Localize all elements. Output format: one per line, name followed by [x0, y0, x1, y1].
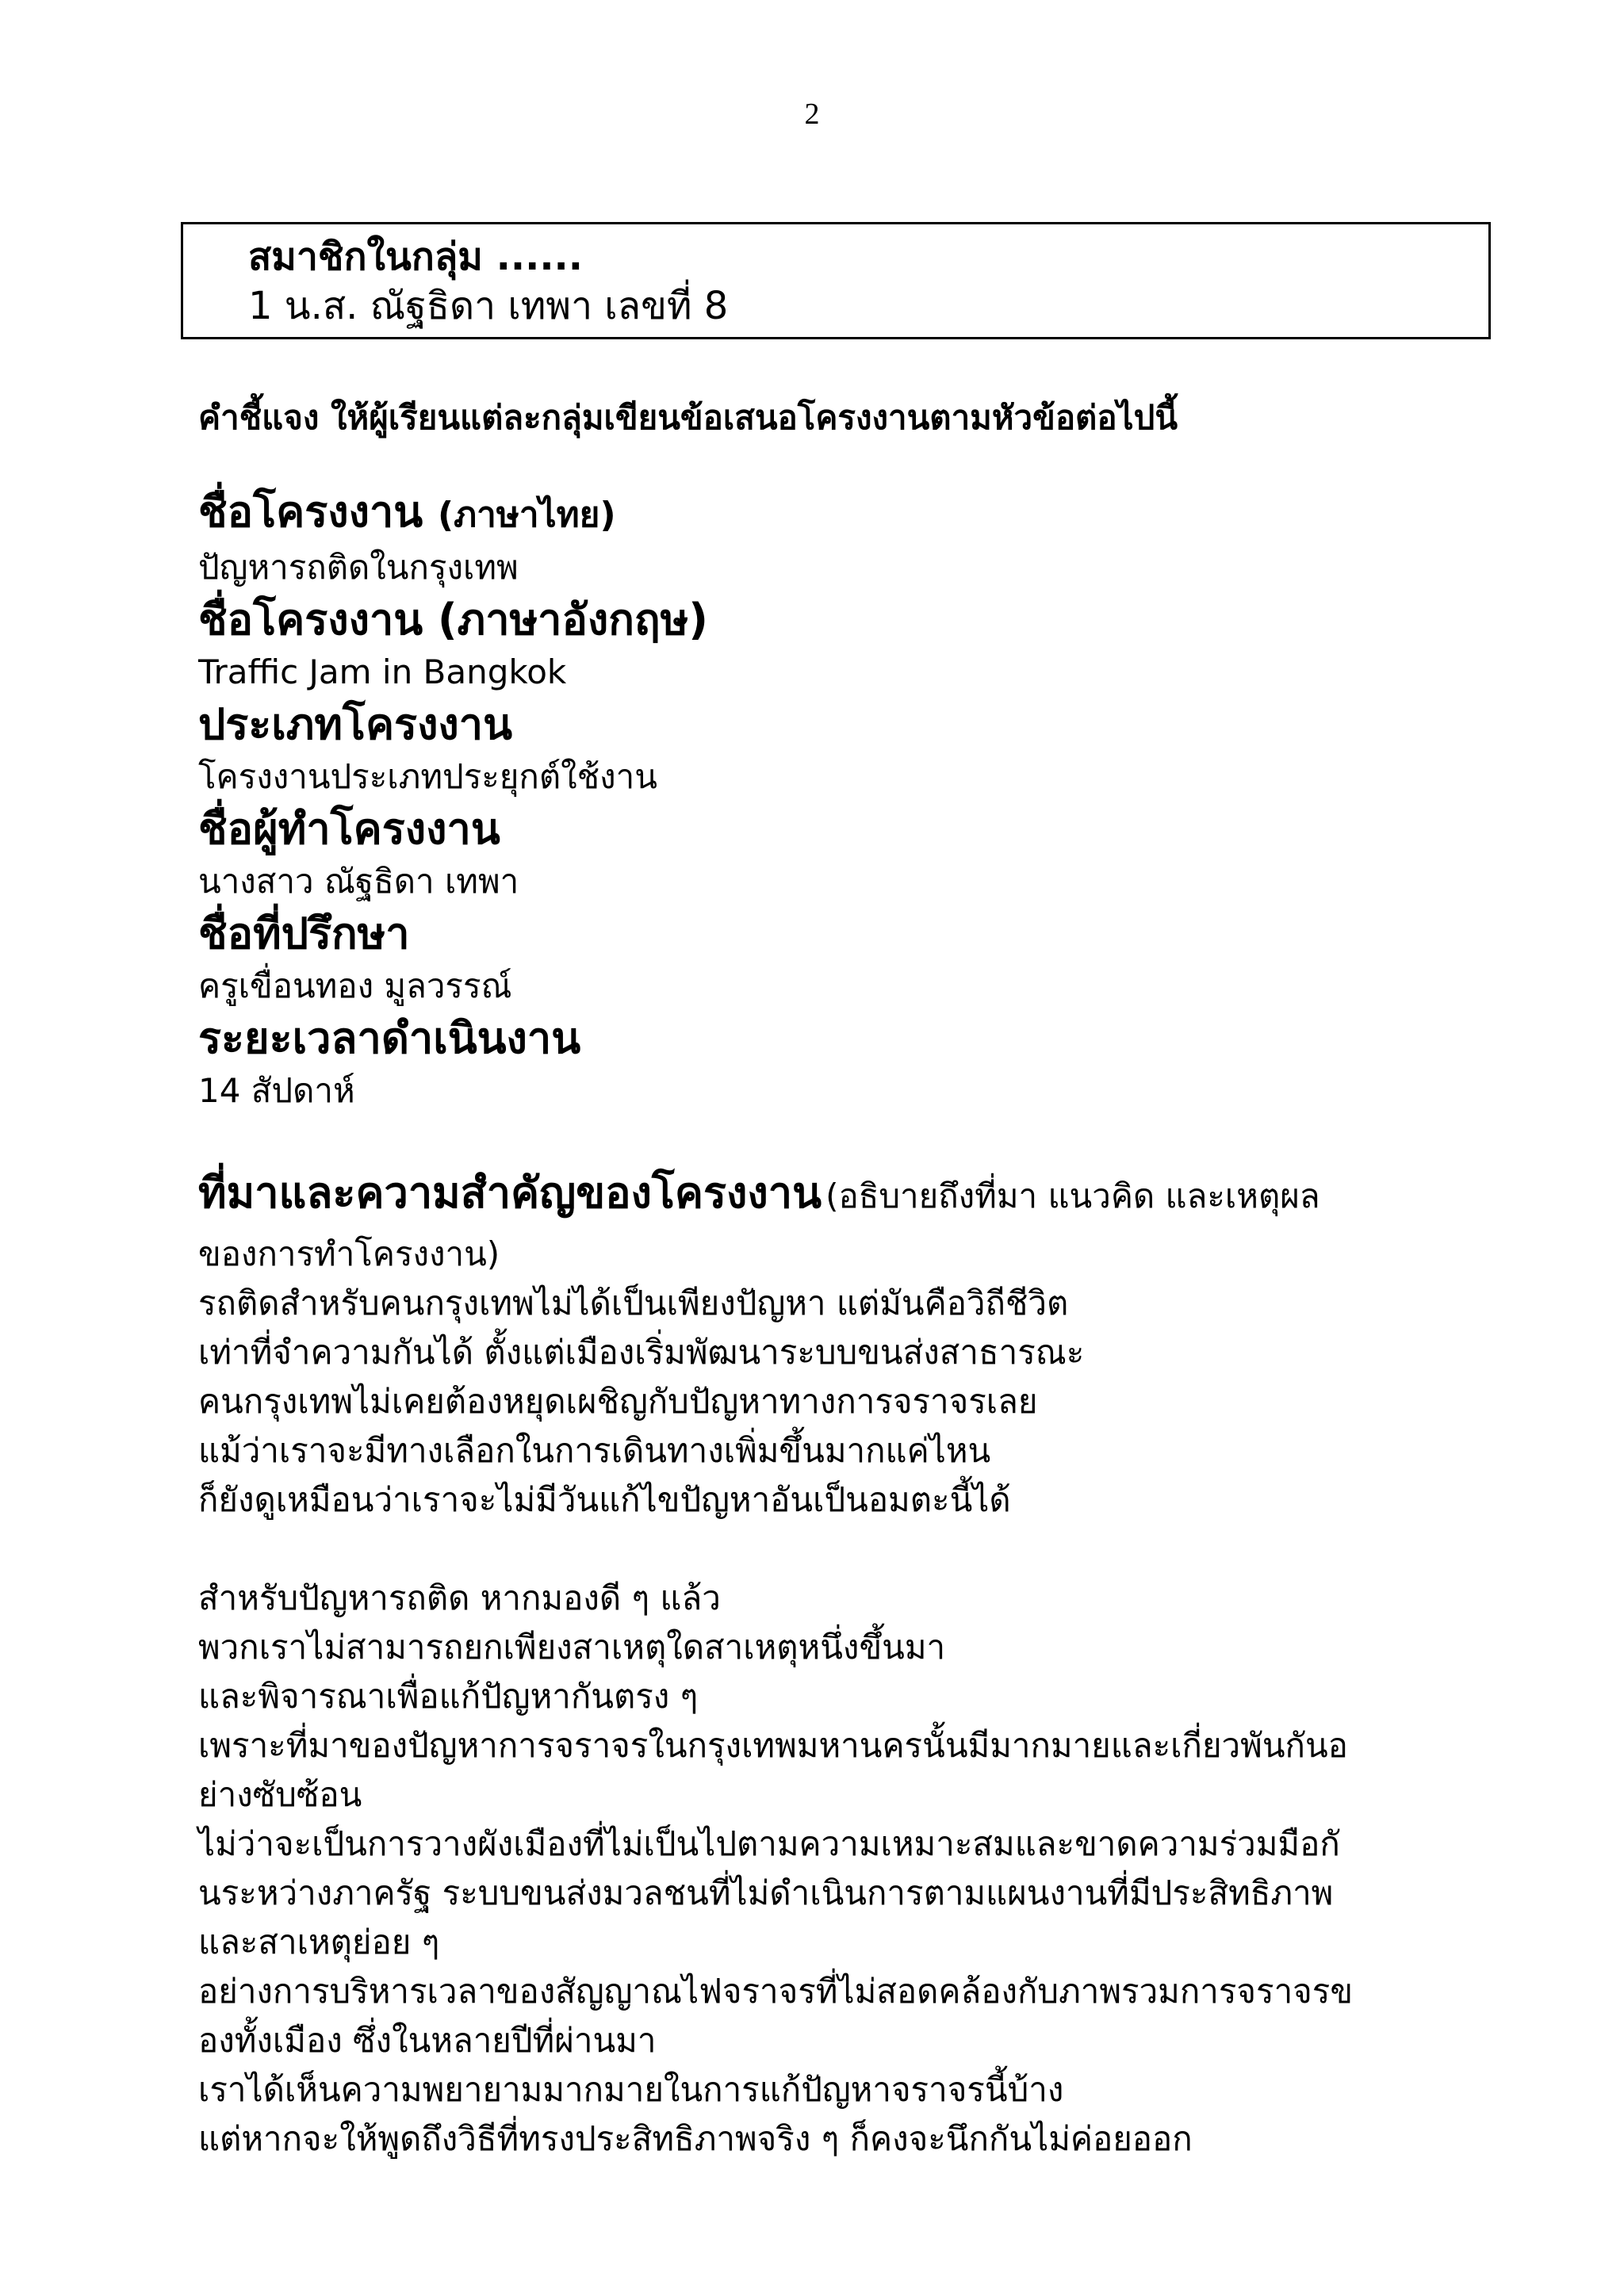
paragraph-line: ไม่ว่าจะเป็นการวางผังเมืองที่ไม่เป็นไปตามความเหมาะสมและขาดความร่วมมือกั	[198, 1824, 1340, 1863]
paragraph-line: เท่าที่จำความกันได้ ตั้งแต่เมืองเริ่มพัฒนาระบบขนส่งสาธารณะ	[198, 1333, 1085, 1372]
field-duration	[198, 1012, 1515, 1116]
paragraph-line: รถติดสำหรับคนกรุงเทพไม่ได้เป็นเพียงปัญหา แต่มันคือวิถีชีวิต	[198, 1284, 1069, 1322]
paragraph-line: ก็ยังดูเหมือนว่าเราจะไม่มีวันแก้ไขปัญหาอันเป็นอมตะนี้ได้	[198, 1480, 1011, 1519]
page-number: 2	[804, 98, 820, 131]
member-entry: 1 น.ส. ณัฐธิดา เทพา เลขที่ 8	[248, 284, 729, 328]
field-advisor	[198, 907, 1515, 1012]
paragraph-line: และสาเหตุย่อย ๆ	[198, 1923, 440, 1961]
field-value: Traffic Jam in Bangkok	[198, 652, 567, 691]
section-note: (อธิบายถึงที่มา แนวคิด และเหตุผล	[825, 1177, 1320, 1215]
field-project-name-th	[198, 485, 1515, 593]
paragraph-line: เราได้เห็นความพยายามมากมายในการแก้ปัญหาจราจรนี้บ้าง	[198, 2070, 1064, 2109]
paragraph-line: ย่างซับซ้อน	[198, 1775, 362, 1814]
section-note-continued: ของการทำโครงงาน)	[198, 1234, 500, 1273]
paragraph-line: แต่หากจะให้พูดถึงวิธีที่ทรงประสิทธิภาพจริง ๆ ก็คงจะนึกกันไม่ค่อยออก	[198, 2119, 1193, 2158]
field-value: โครงงานประเภทประยุกต์ใช้งาน	[198, 757, 657, 796]
background-section	[198, 1167, 1515, 2164]
paragraph-line: และพิจารณาเพื่อแก้ปัญหากันตรง ๆ	[198, 1677, 699, 1716]
instruction: คำชี้แจง ให้ผู้เรียนแต่ละกลุ่มเขียนข้อเสนอโครงงานตามหัวข้อต่อไปนี้	[198, 398, 1178, 437]
paragraph-spacer	[198, 1525, 1515, 1574]
paragraph-line: สำหรับปัญหารถติด หากมองดี ๆ แล้ว	[198, 1578, 721, 1617]
field-heading: ประเภทโครงงาน	[198, 699, 513, 749]
paragraph-line: แม้ว่าเราจะมีทางเลือกในการเดินทางเพิ่มขึ้นมากแค่ไหน	[198, 1431, 991, 1470]
field-heading: ชื่อที่ปรึกษา	[198, 909, 410, 959]
section-heading: ที่มาและความสำคัญของโครงงาน	[198, 1168, 822, 1218]
field-heading: ชื่อผู้ทำโครงงาน	[198, 804, 500, 854]
paragraph-line: พวกเราไม่สามารถยกเพียงสาเหตุใดสาเหตุหนึ่งขึ้นมา	[198, 1628, 946, 1667]
paragraph-line: องทั้งเมือง ซึ่งในหลายปีที่ผ่านมา	[198, 2021, 657, 2060]
paragraph-2	[198, 1574, 1515, 2164]
field-heading: ระยะเวลาดำเนินงาน	[198, 1013, 581, 1063]
field-value: 14 สัปดาห์	[198, 1071, 355, 1110]
paragraph-line: เพราะที่มาของปัญหาการจราจรในกรุงเทพมหานครนั้นมีมากมายและเกี่ยวพันกันอ	[198, 1726, 1348, 1765]
members-box	[181, 222, 1491, 339]
members-title: สมาชิกในกลุ่ม ......	[248, 235, 584, 279]
paragraph-line: นระหว่างภาครัฐ ระบบขนส่งมวลชนที่ไม่ดำเนินการตามแผนงานที่มีประสิทธิภาพ	[198, 1873, 1334, 1912]
field-value: ปัญหารถติดในกรุงเทพ	[198, 548, 519, 587]
field-heading: ชื่อโครงงาน (ภาษาอังกฤษ)	[198, 595, 708, 645]
proposal-form	[198, 390, 1515, 2164]
field-project-name-en	[198, 593, 1515, 698]
field-value: ครูเขื่อนทอง มูลวรรณ์	[198, 966, 512, 1005]
paragraph-line: อย่างการบริหารเวลาของสัญญาณไฟจราจรที่ไม่สอดคล้องกับภาพรวมการจราจรข	[198, 1972, 1354, 2011]
field-heading-sub: (ภาษาไทย)	[438, 495, 616, 535]
paragraph-line: คนกรุงเทพไม่เคยต้องหยุดเผชิญกับปัญหาทางการจราจรเลย	[198, 1382, 1038, 1421]
field-heading: ชื่อโครงงาน	[198, 487, 423, 537]
field-project-type	[198, 698, 1515, 802]
paragraph-1	[198, 1279, 1515, 1525]
field-author	[198, 802, 1515, 907]
field-value: นางสาว ณัฐธิดา เทพา	[198, 862, 519, 901]
